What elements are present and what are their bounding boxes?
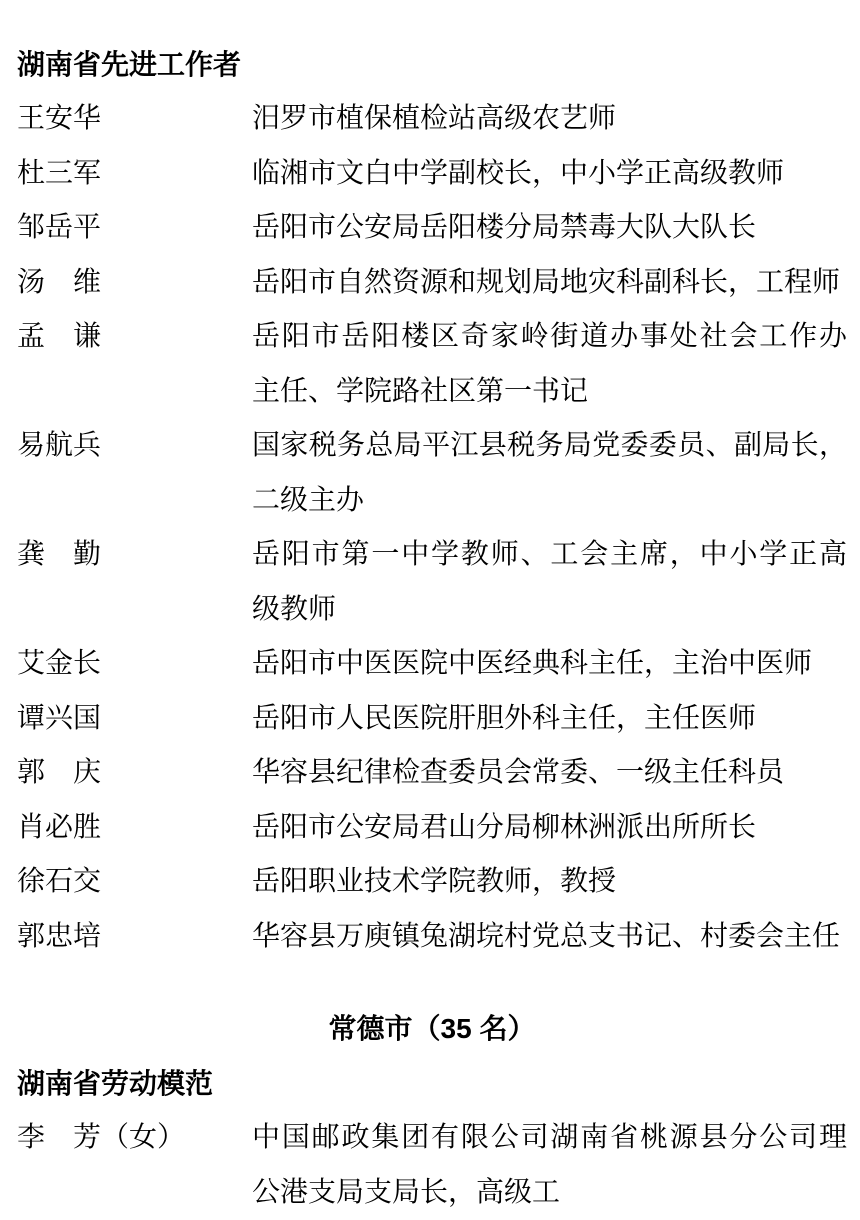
- awardee-description: [252, 201, 847, 256]
- awardee-name: 王安华: [17, 92, 252, 147]
- entry-list-advanced-workers: [17, 92, 847, 964]
- awardee-description: [252, 419, 847, 528]
- award-entry: [17, 855, 847, 910]
- awardee-description: [252, 147, 847, 202]
- description-line: 岳阳市中医医院中医经典科主任，主治中医师: [252, 637, 847, 692]
- description-line: 级教师: [252, 583, 847, 638]
- awardee-description: [252, 692, 847, 747]
- description-line: 岳阳市公安局岳阳楼分局禁毒大队大队长: [252, 201, 847, 256]
- awardee-description: [252, 637, 847, 692]
- section-heading-advanced-workers: 湖南省先进工作者: [17, 37, 847, 92]
- awardee-name: 杜三军: [17, 147, 252, 202]
- award-entry: [17, 310, 847, 419]
- award-entry: [17, 1111, 847, 1220]
- awardee-description: [252, 310, 847, 419]
- awardee-name: 郭 庆: [17, 746, 252, 801]
- awardee-name: 汤 维: [17, 256, 252, 311]
- description-line: 华容县万庾镇兔湖垸村党总支书记、村委会主任: [252, 910, 847, 965]
- award-entry: [17, 201, 847, 256]
- award-entry: [17, 692, 847, 747]
- awardee-description: [252, 910, 847, 965]
- description-line: 汨罗市植保植检站高级农艺师: [252, 92, 847, 147]
- awardee-name: 孟 谦: [17, 310, 252, 365]
- entry-list-labor-models: [17, 1111, 847, 1220]
- awardee-description: [252, 528, 847, 637]
- description-line: 岳阳市公安局君山分局柳林洲派出所所长: [252, 801, 847, 856]
- description-line: 岳阳职业技术学院教师，教授: [252, 855, 847, 910]
- awardee-description: [252, 1111, 847, 1220]
- awardee-name: 艾金长: [17, 637, 252, 692]
- description-line: 华容县纪律检查委员会常委、一级主任科员: [252, 746, 847, 801]
- awardee-name: 谭兴国: [17, 692, 252, 747]
- award-entry: [17, 910, 847, 965]
- award-entry: [17, 256, 847, 311]
- description-line: 岳阳市岳阳楼区奇家岭街道办事处社会工作办: [252, 310, 847, 365]
- awardee-description: [252, 746, 847, 801]
- description-line: 岳阳市人民医院肝胆外科主任，主任医师: [252, 692, 847, 747]
- description-line: 二级主办: [252, 474, 847, 529]
- awardee-description: [252, 92, 847, 147]
- award-entry: [17, 746, 847, 801]
- description-line: 临湘市文白中学副校长，中小学正高级教师: [252, 147, 847, 202]
- awardee-description: [252, 855, 847, 910]
- award-entry: [17, 92, 847, 147]
- awardee-description: [252, 256, 847, 311]
- awardee-name: 李 芳（女）: [17, 1111, 252, 1166]
- award-entry: [17, 528, 847, 637]
- description-line: 岳阳市第一中学教师、工会主席，中小学正高: [252, 528, 847, 583]
- awardee-name: 龚 勤: [17, 528, 252, 583]
- awardee-name: 郭忠培: [17, 910, 252, 965]
- award-entry: [17, 801, 847, 856]
- description-line: 中国邮政集团有限公司湖南省桃源县分公司理: [252, 1111, 847, 1166]
- award-entry: [17, 419, 847, 528]
- award-entry: [17, 637, 847, 692]
- description-line: 公港支局支局长，高级工: [252, 1166, 847, 1220]
- section-heading-labor-models: 湖南省劳动模范: [17, 1056, 847, 1111]
- awardee-description: [252, 801, 847, 856]
- awardee-name: 易航兵: [17, 419, 252, 474]
- description-line: 岳阳市自然资源和规划局地灾科副科长，工程师: [252, 256, 847, 311]
- city-heading-changde: 常德市（35 名）: [17, 1001, 847, 1056]
- description-line: 主任、学院路社区第一书记: [252, 365, 847, 420]
- awardee-name: 邹岳平: [17, 201, 252, 256]
- description-line: 国家税务总局平江县税务局党委委员、副局长，: [252, 419, 847, 474]
- award-entry: [17, 147, 847, 202]
- awardee-name: 肖必胜: [17, 801, 252, 856]
- awardee-name: 徐石交: [17, 855, 252, 910]
